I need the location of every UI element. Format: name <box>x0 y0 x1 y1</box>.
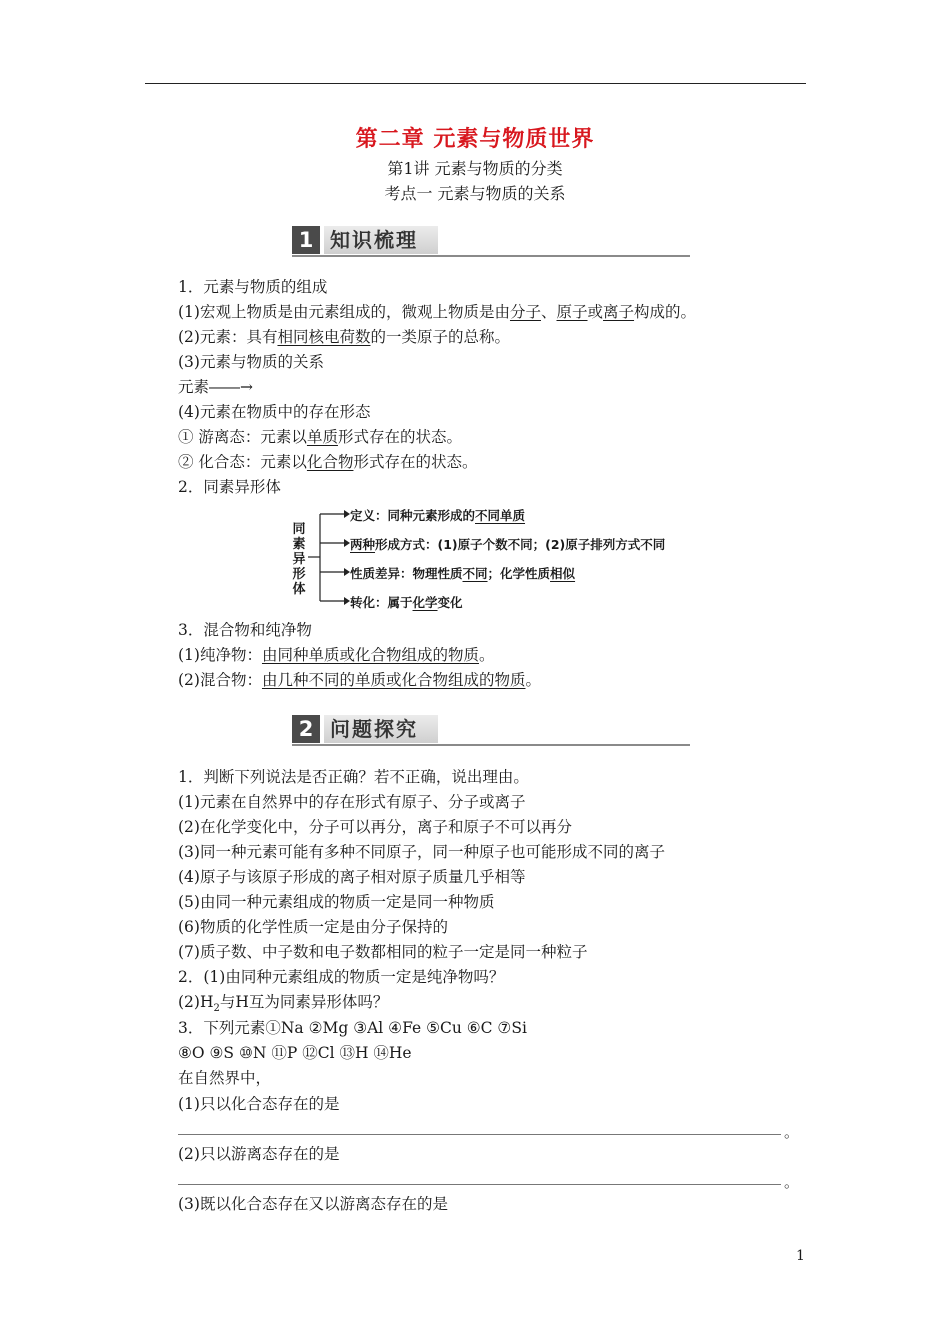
question-item: (3)既以化合态存在又以游离态存在的是 <box>178 1195 448 1213</box>
text: ② 化合态：元素以 <box>178 453 307 471</box>
text: (1)宏观上物质是由元素组成的，微观上物质是由 <box>178 303 510 321</box>
question-text: 在自然界中， <box>178 1069 272 1087</box>
topic-title: 考点一 元素与物质的关系 <box>384 184 566 203</box>
section-banner-knowledge <box>292 226 690 256</box>
text: 形成方式：(1)原子个数不同；(2)原子排列方式不同 <box>375 537 666 552</box>
underlined-answer: 两种 <box>350 537 376 552</box>
question: 2．(1)由同种元素组成的物质一定是纯净物吗？ <box>178 968 505 986</box>
text: 。 <box>478 646 495 664</box>
paragraph <box>178 327 510 347</box>
blank-period: 。 <box>784 1173 800 1191</box>
section-number: 2 <box>292 715 320 743</box>
bracket-lines <box>288 500 358 610</box>
question-item: (6)物质的化学性质一定是由分子保持的 <box>178 918 448 936</box>
lesson-title: 第1讲 元素与物质的分类 <box>387 159 563 178</box>
section-rule <box>292 744 690 746</box>
text: 形式存在的状态。 <box>337 428 462 446</box>
item-heading: 2．同素异形体 <box>178 478 281 496</box>
item-heading: 3．混合物和纯净物 <box>178 621 312 639</box>
underlined-answer: 分子 <box>509 303 541 321</box>
paragraph <box>178 670 541 690</box>
question-item: (1)元素在自然界中的存在形式有原子、分子或离子 <box>178 793 526 811</box>
underlined-answer: 化学 <box>412 595 438 610</box>
paragraph <box>178 452 477 472</box>
text: (1)纯净物： <box>178 646 262 664</box>
paragraph: (4)元素在物质中的存在形态 <box>178 403 371 421</box>
allotrope-diagram <box>288 500 688 610</box>
question-item: (2)只以游离态存在的是 <box>178 1145 340 1163</box>
diagram-branch-transformation <box>350 593 463 611</box>
diagram-branch-formation <box>350 535 665 553</box>
question-continuation: ⑧O ⑨S ⑩N ⑪P ⑫Cl ⑬H ⑭He <box>178 1044 412 1062</box>
underlined-answer: 由几种不同的单质或化合物组成的物质 <box>261 671 526 689</box>
paragraph <box>178 302 696 322</box>
text: ；化学性质 <box>487 566 551 581</box>
text: (2)元素：具有 <box>178 328 278 346</box>
underlined-answer: 相同核电荷数 <box>277 328 371 346</box>
text: 或 <box>587 303 604 321</box>
paragraph <box>178 645 495 665</box>
underlined-answer: 原子 <box>556 303 588 321</box>
text: 、 <box>540 303 557 321</box>
blank-period: 。 <box>784 1123 800 1141</box>
question-item: (3)同一种元素可能有多种不同原子，同一种原子也可能形成不同的离子 <box>178 843 665 861</box>
diagram-root-label: 同 素 异 形 体 <box>292 522 306 597</box>
text: 与H互为同素异形体吗？ <box>219 993 389 1011</box>
question-item: (7)质子数、中子数和电子数都相同的粒子一定是同一种粒子 <box>178 943 588 961</box>
section-number: 1 <box>292 226 320 254</box>
text: ① 游离态：元素以 <box>178 428 307 446</box>
paragraph: 元素――→ <box>178 378 253 396</box>
question: 1．判断下列说法是否正确？若不正确，说出理由。 <box>178 768 529 786</box>
section-rule <box>292 255 690 257</box>
section-title: 问题探究 <box>324 715 438 743</box>
text: 的一类原子的总称。 <box>370 328 510 346</box>
chapter-title: 第二章 元素与物质世界 <box>355 126 595 152</box>
page-number: 1 <box>796 1248 805 1264</box>
answer-blank-1[interactable] <box>178 1134 781 1135</box>
text: (2)混合物： <box>178 671 262 689</box>
question-item <box>178 992 388 1019</box>
underlined-answer: 相似 <box>550 566 576 581</box>
underlined-answer: 由同种单质或化合物组成的物质 <box>261 646 479 664</box>
text: 转化：属于 <box>350 595 413 610</box>
paragraph <box>178 427 462 447</box>
diagram-branch-properties <box>350 564 575 582</box>
underlined-answer: 单质 <box>306 428 338 446</box>
text: 构成的。 <box>634 303 697 321</box>
paragraph: (3)元素与物质的关系 <box>178 353 324 371</box>
diagram-branch-definition <box>350 506 525 524</box>
question-item: (5)由同一种元素组成的物质一定是同一种物质 <box>178 893 495 911</box>
underlined-answer: 化合物 <box>306 453 354 471</box>
item-heading: 1．元素与物质的组成 <box>178 278 328 296</box>
text: 定义：同种元素形成的 <box>350 508 476 523</box>
underlined-answer: 不同单质 <box>475 508 526 523</box>
answer-blank-2[interactable] <box>178 1184 781 1185</box>
question: 3．下列元素①Na ②Mg ③Al ④Fe ⑤Cu ⑥C ⑦Si <box>178 1019 527 1037</box>
text: 。 <box>525 671 541 689</box>
section-title: 知识梳理 <box>324 226 438 254</box>
text: 形式存在的状态。 <box>353 453 478 471</box>
text: (2)H <box>178 993 214 1011</box>
subscript: 2 <box>213 1003 220 1015</box>
question-item: (1)只以化合态存在的是 <box>178 1095 340 1113</box>
underlined-answer: 不同 <box>462 566 488 581</box>
question-item: (2)在化学变化中，分子可以再分，离子和原子不可以再分 <box>178 818 572 836</box>
text: 性质差异：物理性质 <box>350 566 463 581</box>
underlined-answer: 离子 <box>603 303 635 321</box>
text: 变化 <box>437 595 463 610</box>
top-rule <box>145 83 806 84</box>
question-item: (4)原子与该原子形成的离子相对原子质量几乎相等 <box>178 868 526 886</box>
section-banner-questions <box>292 715 690 745</box>
